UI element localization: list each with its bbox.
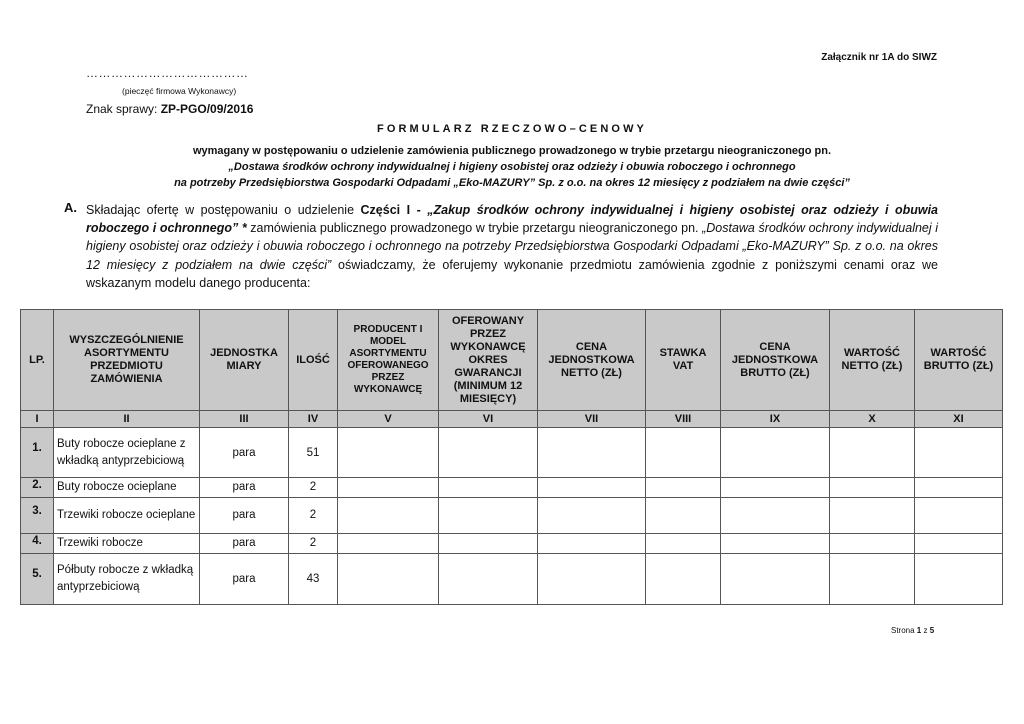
row-number: 4.: [21, 533, 54, 553]
unit-net-price-cell[interactable]: [538, 533, 646, 553]
warranty-cell[interactable]: [439, 553, 538, 604]
item-quantity: 2: [289, 497, 338, 533]
net-value-cell[interactable]: [830, 478, 915, 498]
row-number: 5.: [21, 553, 54, 604]
row-number: 3.: [21, 497, 54, 533]
para-middle: zamówienia publicznego prowadzonego w trybie przetargu nieograniczonego pn.: [246, 221, 703, 236]
stamp-dotted-line: …………………………………: [86, 66, 249, 80]
roman-cell: X: [830, 411, 915, 428]
title-line-1: wymagany w postępowaniu o udzielenie zamówienia publicznego prowadzonego w trybie przetargu nieograniczonego pn.: [192, 145, 832, 157]
stamp-caption: (pieczęć firmowa Wykonawcy): [122, 86, 237, 96]
item-unit: para: [200, 428, 289, 478]
vat-rate-cell[interactable]: [646, 497, 721, 533]
producer-model-cell[interactable]: [338, 478, 439, 498]
col-header-unit: JEDNOSTKA MIARY: [200, 310, 289, 411]
item-name: Trzewiki robocze: [54, 533, 200, 553]
col-header-vat-rate: STAWKA VAT: [646, 310, 721, 411]
gross-value-cell[interactable]: [915, 533, 1003, 553]
item-name: Trzewiki robocze ocieplane: [54, 497, 200, 533]
gross-value-cell[interactable]: [915, 497, 1003, 533]
roman-cell: V: [338, 411, 439, 428]
unit-net-price-cell[interactable]: [538, 478, 646, 498]
roman-cell: II: [54, 411, 200, 428]
section-letter: A.: [64, 200, 77, 215]
unit-gross-price-cell[interactable]: [721, 428, 830, 478]
producer-model-cell[interactable]: [338, 553, 439, 604]
roman-numeral-row: [21, 411, 1003, 428]
item-name: Półbuty robocze z wkładką antyprzebiciową: [54, 553, 200, 604]
col-header-gross-value: WARTOŚĆ BRUTTO (ZŁ): [915, 310, 1003, 411]
col-header-lp: LP.: [21, 310, 54, 411]
col-header-unit-gross-price: CENA JEDNOSTKOWA BRUTTO (ZŁ): [721, 310, 830, 411]
net-value-cell[interactable]: [830, 553, 915, 604]
roman-cell: VII: [538, 411, 646, 428]
producer-model-cell[interactable]: [338, 428, 439, 478]
vat-rate-cell[interactable]: [646, 428, 721, 478]
case-number: ZP-PGO/09/2016: [160, 102, 254, 116]
page-number: [891, 626, 934, 635]
para-intro: Składając ofertę w postępowaniu o udzielenie: [86, 203, 361, 217]
roman-cell: IV: [289, 411, 338, 428]
item-quantity: 43: [289, 553, 338, 604]
col-header-producer-model: PRODUCENT I MODEL ASORTYMENTU OFEROWANEGO PRZEZ WYKONAWCĘ: [338, 310, 439, 411]
title-line-3: na potrzeby Przedsiębiorstwa Gospodarki Odpadami „Eko-MAZURY” Sp. z o.o. na okres 12 miesięcy z podziałem na dwie części”: [174, 177, 850, 189]
title-line-2: „Dostawa środków ochrony indywidualnej i higieny osobistej oraz odzieży i obuwia roboczego i ochronnego: [228, 161, 796, 173]
producer-model-cell[interactable]: [338, 533, 439, 553]
page-total: 5: [929, 626, 935, 635]
form-title: FORMULARZ RZECZOWO–CENOWY: [377, 123, 647, 135]
roman-cell: III: [200, 411, 289, 428]
col-header-net-value: WARTOŚĆ NETTO (ZŁ): [830, 310, 915, 411]
unit-net-price-cell[interactable]: [538, 553, 646, 604]
item-unit: para: [200, 533, 289, 553]
roman-cell: VIII: [646, 411, 721, 428]
roman-cell: I: [21, 411, 54, 428]
item-unit: para: [200, 478, 289, 498]
unit-gross-price-cell[interactable]: [721, 478, 830, 498]
col-header-unit-net-price: CENA JEDNOSTKOWA NETTO (ZŁ): [538, 310, 646, 411]
table-row: [21, 478, 1003, 498]
page-prefix: Strona: [891, 626, 917, 635]
unit-gross-price-cell[interactable]: [721, 533, 830, 553]
header-row: [21, 310, 1003, 411]
col-header-quantity: ILOŚĆ: [289, 310, 338, 411]
table-row: [21, 533, 1003, 553]
item-unit: para: [200, 553, 289, 604]
para-part: Części I -: [360, 203, 428, 217]
item-unit: para: [200, 497, 289, 533]
col-header-description: WYSZCZEGÓLNIENIE ASORTYMENTU PRZEDMIOTU ZAMÓWIENIA: [54, 310, 200, 411]
unit-gross-price-cell[interactable]: [721, 553, 830, 604]
net-value-cell[interactable]: [830, 497, 915, 533]
gross-value-cell[interactable]: [915, 478, 1003, 498]
case-reference: [86, 102, 253, 116]
item-quantity: 2: [289, 478, 338, 498]
net-value-cell[interactable]: [830, 428, 915, 478]
warranty-cell[interactable]: [439, 428, 538, 478]
warranty-cell[interactable]: [439, 497, 538, 533]
row-number: 1.: [21, 428, 54, 478]
para-tender-name: „Dostawa środków ochrony indywidualnej i higieny osobistej oraz odzieży i obuwia roboczego i ochronnego na potrzeby Przedsiębiorstwa Gospodarki Odpadami „Eko-MAZURY” Sp. z o.o. na okres 12 miesięcy z podziałem na dwie części”: [86, 221, 939, 272]
warranty-cell[interactable]: [439, 533, 538, 553]
table-row: [21, 428, 1003, 478]
gross-value-cell[interactable]: [915, 553, 1003, 604]
page-mid: z: [921, 626, 930, 635]
item-quantity: 2: [289, 533, 338, 553]
item-name: Buty robocze ocieplane z wkładką antyprzebiciową: [54, 428, 200, 478]
gross-value-cell[interactable]: [915, 428, 1003, 478]
vat-rate-cell[interactable]: [646, 478, 721, 498]
attachment-label: Załącznik nr 1A do SIWZ: [821, 52, 937, 63]
col-header-warranty: OFEROWANY PRZEZ WYKONAWCĘ OKRES GWARANCJI (MINIMUM 12 MIESIĘCY): [439, 310, 538, 411]
row-number: 2.: [21, 478, 54, 498]
para-end: oświadczamy, że oferujemy wykonanie przedmiotu zamówienia zgodnie z poniższymi cenami oraz we wskazanym modelu danego producenta:: [86, 257, 938, 290]
roman-cell: VI: [439, 411, 538, 428]
page-current: 1: [916, 626, 922, 635]
item-quantity: 51: [289, 428, 338, 478]
table-row: [21, 553, 1003, 604]
price-table: [20, 309, 1003, 605]
warranty-cell[interactable]: [439, 478, 538, 498]
vat-rate-cell[interactable]: [646, 553, 721, 604]
unit-gross-price-cell[interactable]: [721, 497, 830, 533]
producer-model-cell[interactable]: [338, 497, 439, 533]
section-paragraph: [86, 201, 938, 292]
net-value-cell[interactable]: [830, 533, 915, 553]
unit-net-price-cell[interactable]: [538, 497, 646, 533]
item-name: Buty robocze ocieplane: [54, 478, 200, 498]
unit-net-price-cell[interactable]: [538, 428, 646, 478]
vat-rate-cell[interactable]: [646, 533, 721, 553]
para-part-title: „Zakup środków ochrony indywidualnej i higieny osobistej oraz odzieży i obuwia roboczego i ochronnego” *: [86, 203, 939, 236]
table-row: [21, 497, 1003, 533]
roman-cell: XI: [915, 411, 1003, 428]
case-label: Znak sprawy:: [86, 102, 161, 116]
roman-cell: IX: [721, 411, 830, 428]
